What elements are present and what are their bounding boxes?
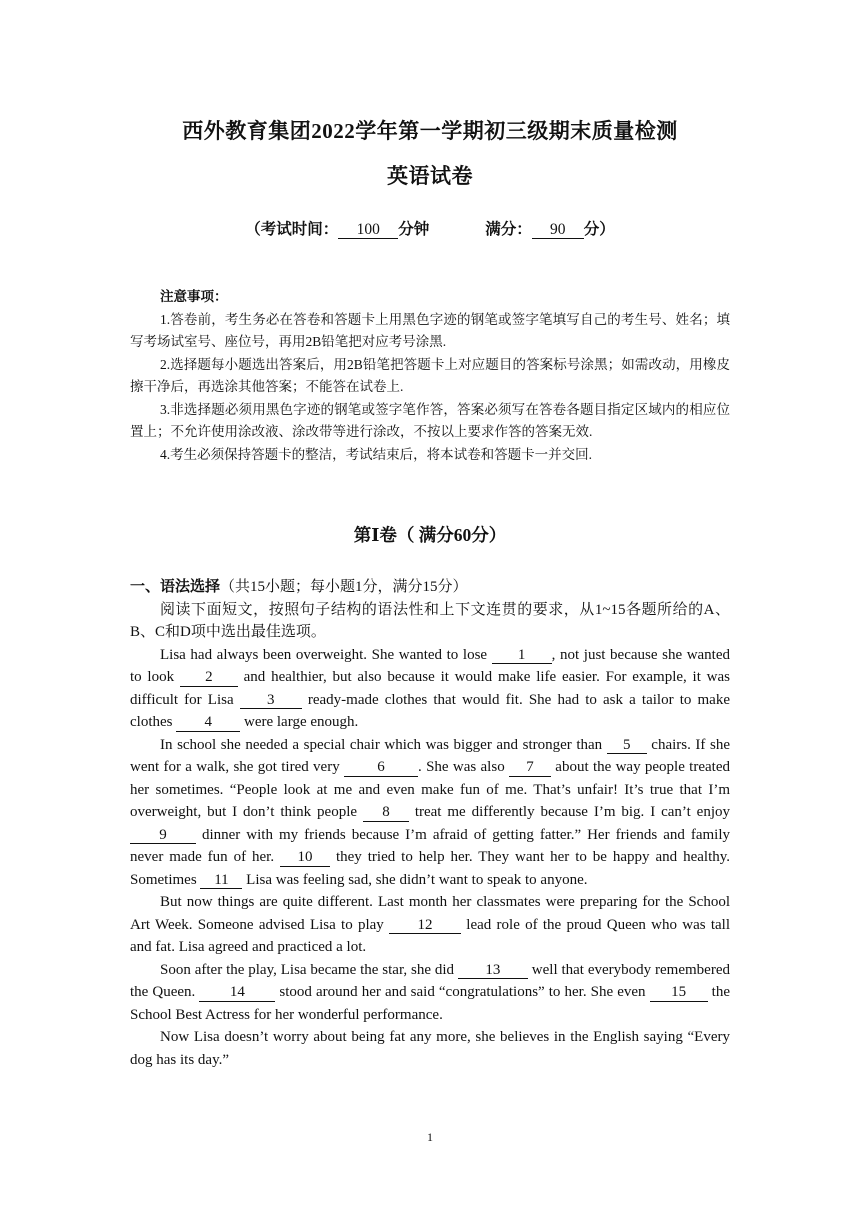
- passage-text: . She was also: [418, 759, 509, 775]
- blank-14: 14: [199, 985, 275, 1002]
- grammar-section: [130, 576, 730, 1071]
- section-heading-rest: （共15小题；每小题1分，满分15分）: [220, 579, 468, 595]
- blank-2: 2: [180, 670, 238, 687]
- notice-heading: 注意事项：: [160, 289, 228, 304]
- section-heading-bold: 一、语法选择: [130, 579, 221, 595]
- blank-12: 12: [389, 918, 461, 935]
- passage-text: In school she needed a special chair which was bigger and stronger than: [160, 736, 607, 753]
- score-value: 90: [532, 221, 584, 239]
- passage-text: dinner with my friends because I’m afraid of getting fatter.” Her friends and family never made fun of her.: [130, 826, 730, 865]
- passage-paragraph-3: [130, 891, 730, 959]
- blank-11: 11: [200, 873, 242, 890]
- passage-text: they tried to help her. They want her to be happy and healthy. Sometimes: [130, 849, 731, 888]
- blank-4: 4: [176, 715, 240, 732]
- passage-paragraph-4: [130, 959, 730, 1027]
- passage-text: chairs. If she went for a walk, she got tired very: [130, 736, 730, 775]
- score-unit: 分）: [583, 221, 615, 238]
- exam-title: 西外教育集团2022学年第一学期初三级期末质量检测: [182, 119, 678, 143]
- passage-text: ready-made clothes that would fit. She had to ask a tailor to make clothes: [130, 691, 730, 730]
- section-heading: [130, 576, 730, 599]
- exam-subtitle: 英语试卷: [387, 164, 473, 188]
- passage-text: , not just because she wanted to look: [130, 646, 731, 685]
- notice-block: [130, 286, 730, 466]
- passage-text: Lisa had always been overweight. She wanted to lose: [160, 646, 492, 663]
- blank-3: 3: [240, 693, 302, 710]
- page-number: 1: [427, 1130, 433, 1144]
- passage-text: the School Best Actress for her wonderful performance.: [130, 984, 730, 1023]
- notice-item: 2.选择题每小题选出答案后，用2B铅笔把答题卡上对应题目的答案标号涂黑；如需改动，用橡皮擦干净后，再选涂其他答案；不能答在试卷上.: [130, 356, 730, 394]
- score-label: 满分：: [485, 221, 532, 238]
- time-label: （考试时间：: [245, 221, 339, 238]
- passage-paragraph-1: [130, 644, 730, 734]
- blank-9: 9: [130, 828, 196, 845]
- passage-paragraph-2: [130, 734, 730, 892]
- passage-text: treat me differently because I’m big. I can’t enjoy: [408, 804, 730, 820]
- blank-10: 10: [280, 850, 330, 867]
- notice-item: 1.答卷前，考生务必在答卷和答题卡上用黑色字迹的钢笔或签字笔填写自己的考生号、姓名；填写考场试室号、座位号，再用2B铅笔把对应考号涂黑.: [130, 311, 730, 349]
- section-instruction: 阅读下面短文，按照句子结构的语法性和上下文连贯的要求，从1~15各题所给的A、B、C和D项中选出最佳选项。: [130, 601, 730, 640]
- blank-1: 1: [492, 648, 552, 665]
- blank-7: 7: [509, 760, 551, 777]
- passage-text: stood around her and said “congratulations” to her. She even: [275, 984, 650, 1000]
- blank-6: 6: [344, 760, 418, 777]
- passage-text: well that everybody remembered the Queen.: [130, 961, 730, 1000]
- blank-15: 15: [650, 985, 708, 1002]
- notice-item: 4.考生必须保持答题卡的整洁，考试结束后，将本试卷和答题卡一并交回.: [160, 446, 592, 462]
- blank-5: 5: [607, 738, 647, 755]
- passage-text: Lisa was feeling sad, she didn’t want to speak to anyone.: [242, 871, 588, 888]
- passage-paragraph-5: Now Lisa doesn’t worry about being fat any more, she believes in the English saying “Every dog has its day.”: [130, 1029, 730, 1068]
- passage-text: But now things are quite different. Last month her classmates were preparing for the School Art Week. Someone advised Lisa to play: [130, 894, 730, 933]
- passage-text: lead role of the proud Queen who was tall and fat. Lisa agreed and practiced a lot.: [130, 916, 730, 955]
- passage-text: were large enough.: [240, 714, 359, 730]
- time-unit: 分钟: [398, 221, 430, 238]
- time-value: 100: [338, 221, 398, 239]
- blank-8: 8: [363, 805, 409, 822]
- passage-text: and healthier, but also because it would make life easier. For example, it was difficult for Lisa: [130, 669, 730, 708]
- notice-item: 3.非选择题必须用黑色字迹的钢笔或签字笔作答，答案必须写在答卷各题目指定区域内的相应位置上；不允许使用涂改液、涂改带等进行涂改，不按以上要求作答的答案无效.: [130, 401, 730, 439]
- blank-13: 13: [458, 963, 528, 980]
- part-title: 第Ⅰ卷（ 满分60分）: [353, 525, 507, 545]
- passage-text: Soon after the play, Lisa became the star, she did: [160, 961, 458, 978]
- passage-text: about the way people treated her sometimes. “People look at me and even make fun of me. That’s unfair! It’s true that I’m overweight, but I don’t think people: [130, 759, 730, 820]
- exam-info: [0, 217, 860, 239]
